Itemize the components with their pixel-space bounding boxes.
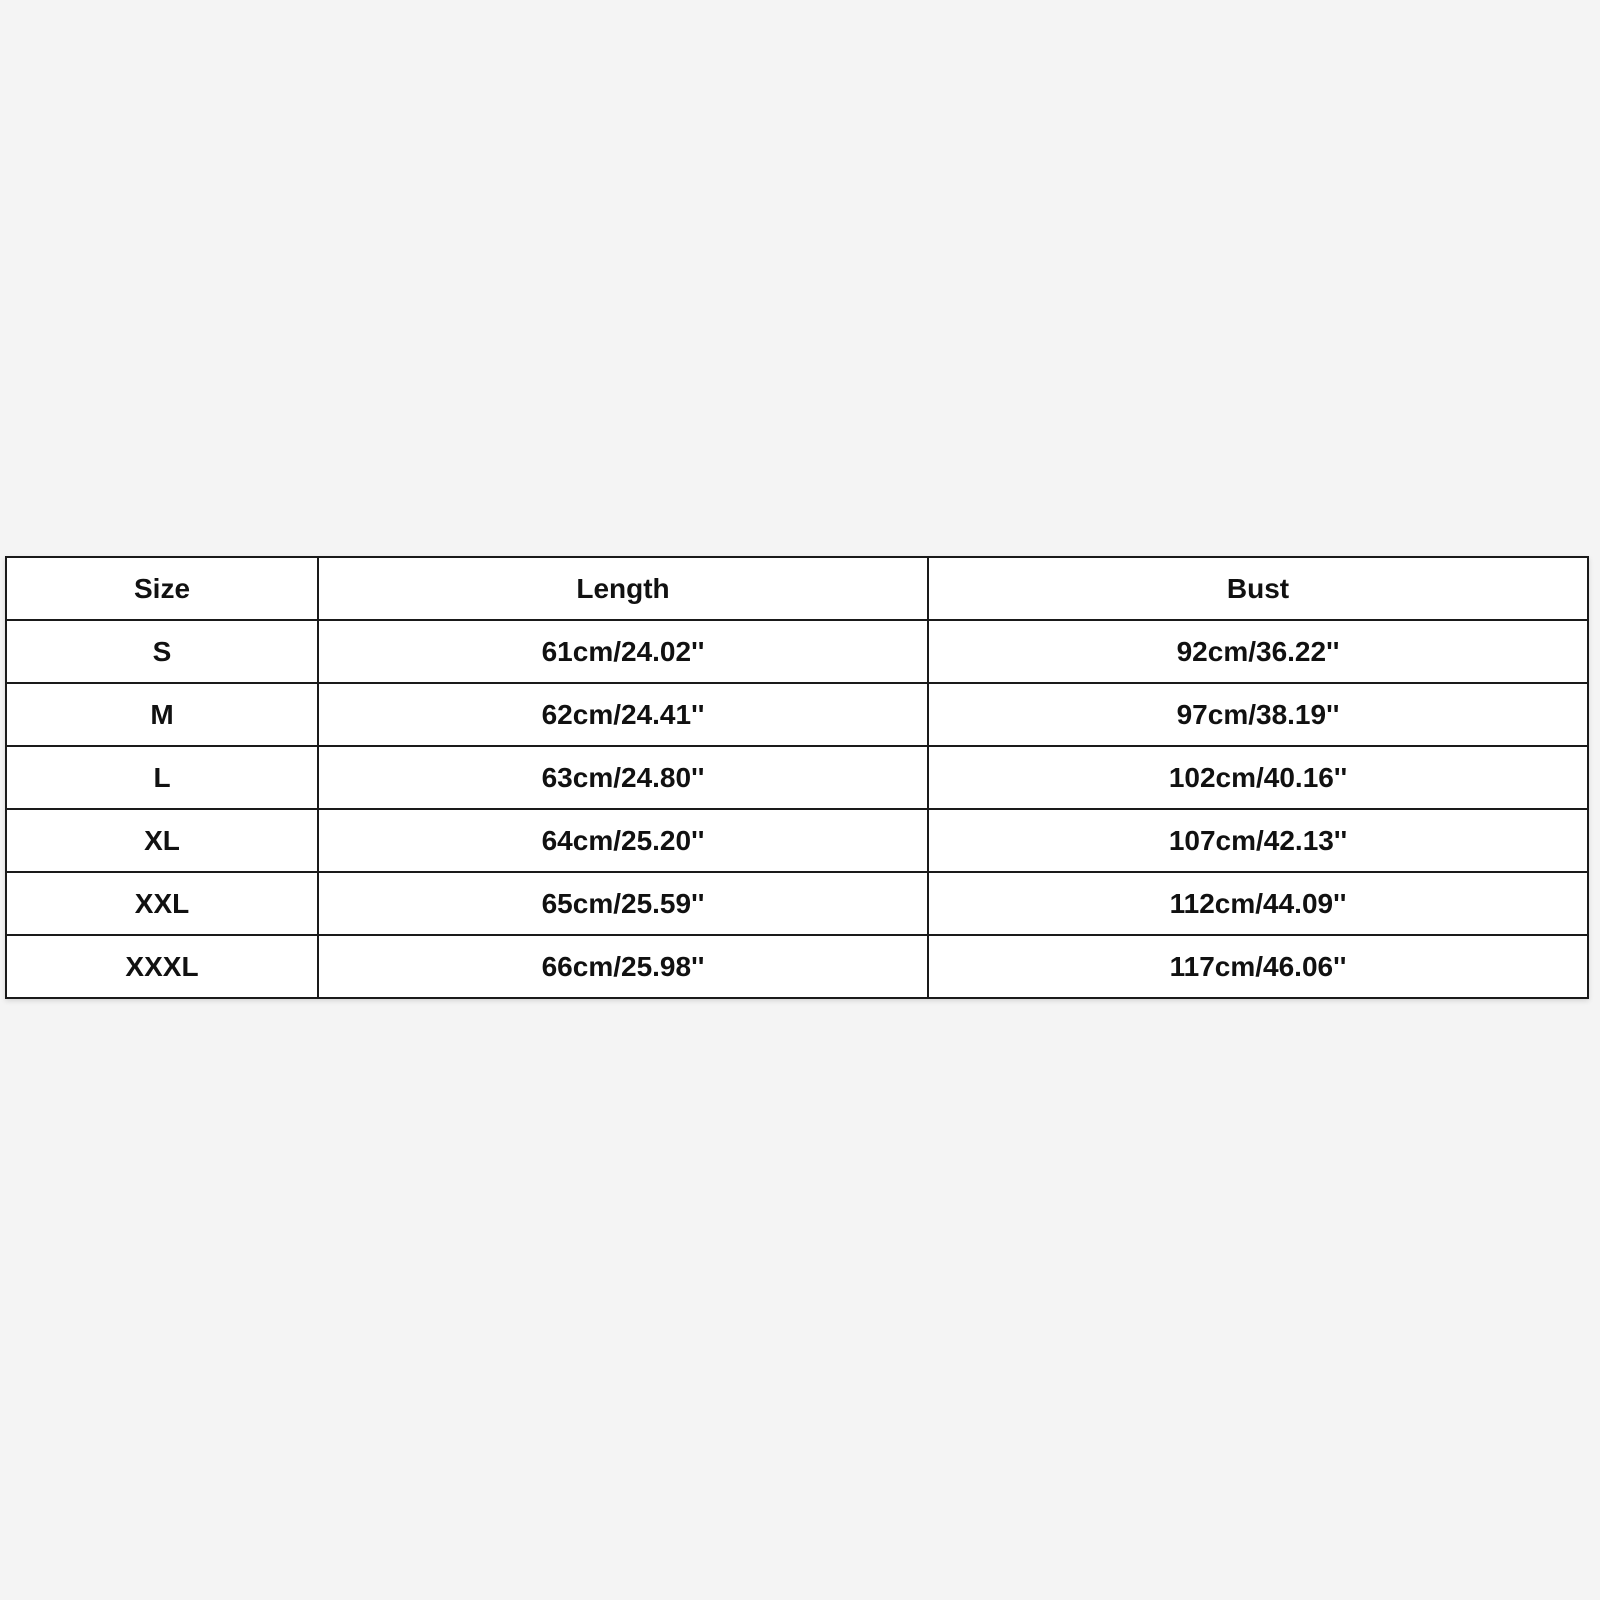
table-row (6, 935, 1588, 998)
table-header-row (6, 557, 1588, 620)
table-row (6, 872, 1588, 935)
bust-cell: 107cm/42.13'' (928, 809, 1588, 872)
header-size: Size (6, 557, 318, 620)
table-row (6, 620, 1588, 683)
length-cell: 66cm/25.98'' (318, 935, 928, 998)
header-bust: Bust (928, 557, 1588, 620)
bust-cell: 97cm/38.19'' (928, 683, 1588, 746)
size-cell: M (6, 683, 318, 746)
bust-cell: 112cm/44.09'' (928, 872, 1588, 935)
size-cell: XXL (6, 872, 318, 935)
bust-cell: 102cm/40.16'' (928, 746, 1588, 809)
size-chart (5, 556, 1589, 999)
bust-cell: 92cm/36.22'' (928, 620, 1588, 683)
size-cell: L (6, 746, 318, 809)
size-cell: XL (6, 809, 318, 872)
length-cell: 65cm/25.59'' (318, 872, 928, 935)
table-row (6, 809, 1588, 872)
length-cell: 61cm/24.02'' (318, 620, 928, 683)
length-cell: 62cm/24.41'' (318, 683, 928, 746)
size-cell: S (6, 620, 318, 683)
table-row (6, 746, 1588, 809)
table-row (6, 683, 1588, 746)
size-table (5, 556, 1589, 999)
length-cell: 64cm/25.20'' (318, 809, 928, 872)
size-cell: XXXL (6, 935, 318, 998)
length-cell: 63cm/24.80'' (318, 746, 928, 809)
bust-cell: 117cm/46.06'' (928, 935, 1588, 998)
header-length: Length (318, 557, 928, 620)
